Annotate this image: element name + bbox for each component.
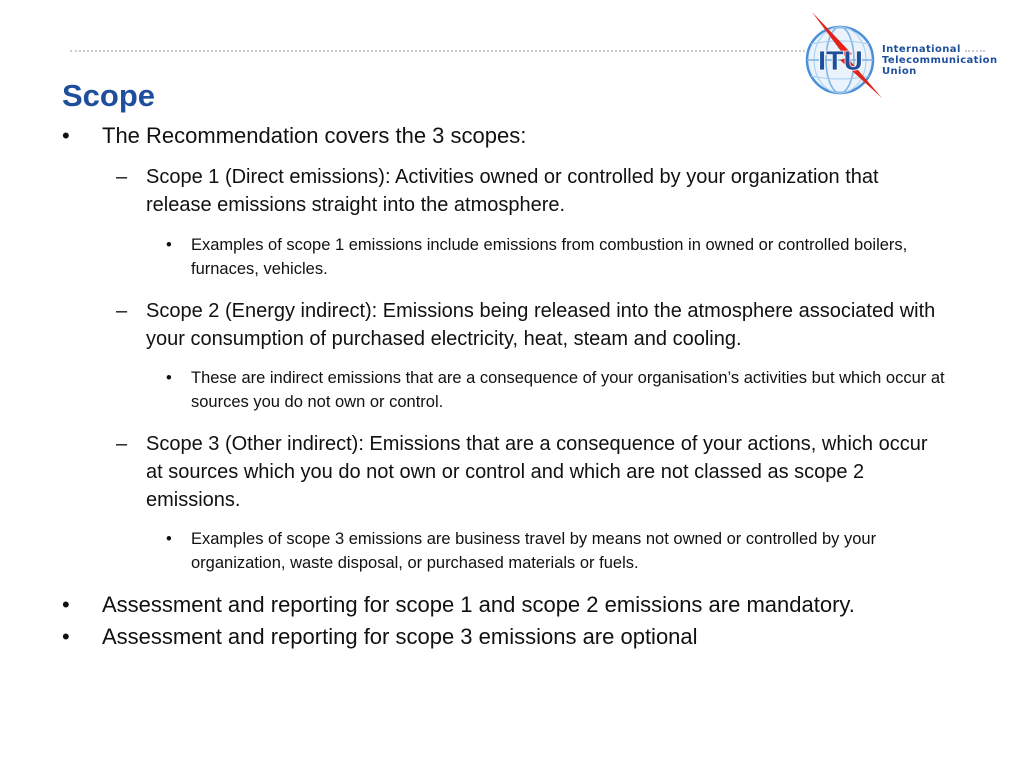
example-scope-2 xyxy=(0,366,951,414)
bullet-marker: • xyxy=(62,624,70,649)
bullet-marker: • xyxy=(166,530,172,548)
itu-logo-wordmark xyxy=(882,44,997,77)
itu-logo-line-2: Telecommunication xyxy=(882,55,998,66)
sub-bullet-scope-3 xyxy=(0,430,946,514)
bullet-mandatory-text: Assessment and reporting for scope 1 and scope 2 emissions are mandatory. xyxy=(102,592,855,617)
bullet-marker: • xyxy=(166,369,172,387)
bullet-marker: • xyxy=(62,592,70,617)
slide-title: Scope xyxy=(62,78,156,113)
header-dotted-rule xyxy=(70,50,805,52)
scope-2-text: Scope 2 (Energy indirect): Emissions being released into the atmosphere associated with your consumption of purchased electricity, heat, steam and cooling. xyxy=(146,300,936,350)
bullet-marker: • xyxy=(62,123,70,148)
slide-body xyxy=(0,124,1024,649)
itu-logo-line-3: Union xyxy=(882,66,917,77)
bullet-marker: • xyxy=(166,236,172,254)
example-scope-3 xyxy=(0,527,951,575)
scope-3-example-text: Examples of scope 3 emissions are business travel by means not owned or controlled by your organization, waste disposal, or purchased materials or fuels. xyxy=(191,530,877,572)
itu-logo-line-1: International xyxy=(882,44,961,55)
bullet-optional xyxy=(0,625,862,649)
bullet-mandatory xyxy=(0,593,862,617)
sub-bullet-scope-2 xyxy=(0,297,946,353)
scope-3-text: Scope 3 (Other indirect): Emissions that are a consequence of your actions, which occur at sources which you do not own or control and which are not classed as scope 2 emissions. xyxy=(146,433,928,511)
bullet-optional-text: Assessment and reporting for scope 3 emissions are optional xyxy=(102,624,698,649)
dash-marker: – xyxy=(116,300,128,322)
scope-1-text: Scope 1 (Direct emissions): Activities owned or controlled by your organization that release emissions straight into the atmosphere. xyxy=(146,166,879,216)
bullet-intro-text: The Recommendation covers the 3 scopes: xyxy=(102,123,527,148)
bullet-intro xyxy=(0,124,862,148)
dash-marker: – xyxy=(116,433,128,455)
scope-2-example-text: These are indirect emissions that are a consequence of your organisation’s activities but which occur at sources you do not own or control. xyxy=(191,369,945,411)
sub-bullet-scope-1 xyxy=(0,163,946,219)
itu-logo-monogram: ITU xyxy=(817,47,863,77)
dash-marker: – xyxy=(116,166,128,188)
scope-1-example-text: Examples of scope 1 emissions include emissions from combustion in owned or controlled boilers, furnaces, vehicles. xyxy=(191,236,908,278)
example-scope-1 xyxy=(0,233,951,281)
